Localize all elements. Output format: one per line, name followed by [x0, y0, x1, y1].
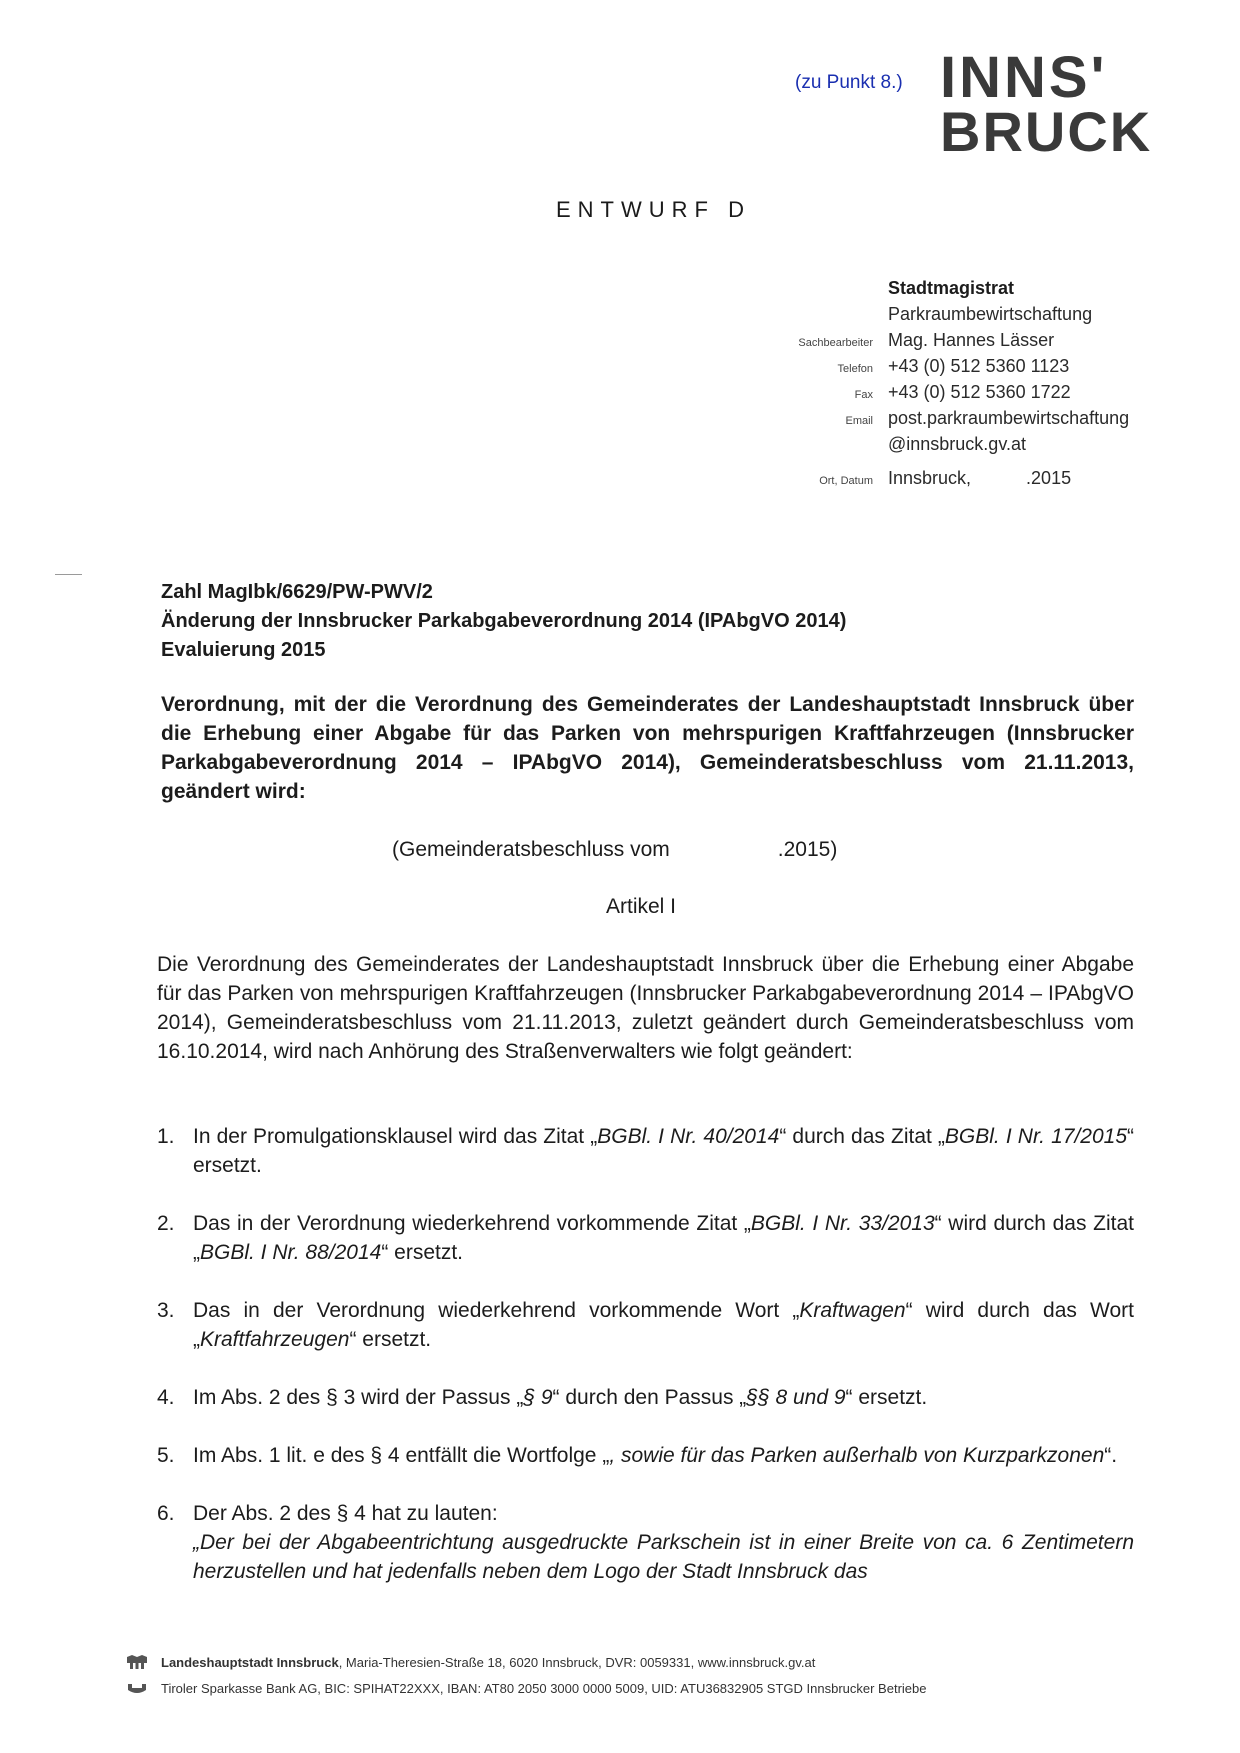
citation-text: BGBl. I Nr. 88/2014: [200, 1241, 382, 1264]
meta-row-place-date: [700, 465, 1160, 491]
meta-row-email: [700, 405, 1160, 431]
amendment-text-part: “ durch das Zitat „: [779, 1125, 945, 1148]
resolution-prefix: (Gemeinderatsbeschluss vom: [392, 838, 670, 861]
footer-address: , Maria-Theresien-Straße 18, 6020 Innsbruck, DVR: 0059331, www.innsbruck.gv.at: [338, 1654, 816, 1670]
footer-row-bank: [125, 1678, 1165, 1698]
amendment-text-part: “ durch den Passus „: [552, 1386, 747, 1409]
meta-value: Innsbruck, .2015: [888, 468, 1072, 488]
file-number: Zahl MagIbk/6629/PW-PWV/2: [161, 581, 433, 603]
ordinance-title: Verordnung, mit der die Verordnung des Gemeinderates der Landeshauptstadt Innsbruck über die Erhebung einer Abgabe für das Parken von mehrspurigen Kraftfahrzeugen (Innsbrucker Parkabgabeverordnung 2014 – IPAbgVO 2014), Gemeinderatsbeschluss vom 21.11.2013, geändert wird:: [161, 693, 1134, 803]
subject-line: Änderung der Innsbrucker Parkabgabeverordnung 2014 (IPAbgVO 2014): [161, 610, 847, 632]
bank-emblem-icon: [125, 1680, 149, 1696]
meta-label: Email: [845, 415, 873, 427]
draft-label: ENTWURF D: [556, 197, 751, 222]
amendment-item: [157, 1296, 1134, 1354]
citation-text: BGBl. I Nr. 17/2015: [944, 1125, 1128, 1148]
amendment-number: 3.: [157, 1299, 175, 1322]
amendment-item: [157, 1122, 1134, 1180]
amendment-text-part: Im Abs. 2 des § 3 wird der Passus „: [193, 1386, 524, 1409]
amendment-text: [193, 1383, 1134, 1412]
logo-line-1: INNS': [940, 45, 1108, 110]
amendment-text: [193, 1122, 1134, 1180]
meta-label: Fax: [854, 389, 873, 401]
resolution-line: [392, 838, 837, 862]
amendment-text-part: Im Abs. 1 lit. e des § 4 entfällt die Wortfolge „: [193, 1444, 610, 1467]
amendment-number: 5.: [157, 1444, 175, 1467]
amendment-number: 1.: [157, 1125, 175, 1148]
fold-mark: [55, 574, 82, 575]
amendment-number: 2.: [157, 1212, 175, 1235]
amendment-text-part: “ wird durch das Zitat „: [193, 1212, 1134, 1264]
amendment-item: [157, 1499, 1134, 1586]
citation-text: § 9: [523, 1386, 553, 1409]
amendment-text: [193, 1499, 1134, 1586]
intro-paragraph: Die Verordnung des Gemeinderates der Landeshauptstadt Innsbruck über die Erhebung einer Abgabe für das Parken von mehrspurigen Kraftfahrzeugen (Innsbrucker Parkabgabeverordnung 2014 – IPAbgVO 2014), Gemeinderatsbeschluss vom 21.11.2013, zuletzt geändert durch Gemeinderatsbeschluss vom 16.10.2014, wird nach Anhörung des Straßenverwalters wie folgt geändert:: [157, 953, 1134, 1063]
citation-text: §§ 8 und 9: [746, 1386, 846, 1409]
footer-org: Landeshauptstadt Innsbruck: [161, 1654, 339, 1670]
sender-info: [700, 275, 1160, 491]
amendment-text-part: “ ersetzt.: [193, 1125, 1135, 1177]
citation-text: Kraftwagen: [799, 1299, 906, 1322]
amendment-text-part: Der Abs. 2 des § 4 hat zu lauten:: [193, 1502, 498, 1525]
amendment-number: 4.: [157, 1386, 175, 1409]
amendment-text-part: “.: [1104, 1444, 1118, 1467]
citation-text: „Der bei der Abgabeentrichtung ausgedruckte Parkschein ist in einer Breite von ca. 6 Zentimetern herzustellen und hat jedenfalls neben dem Logo der Stadt Innsbruck das: [193, 1531, 1134, 1583]
meta-label: Sachbearbeiter: [798, 337, 873, 349]
meta-value: +43 (0) 512 5360 1722: [888, 382, 1071, 402]
meta-row-email-cont: [700, 431, 1160, 457]
amendment-item: [157, 1383, 1134, 1412]
article-heading: Artikel I: [606, 895, 677, 918]
meta-row-clerk: [700, 327, 1160, 353]
amendment-text-part: “ ersetzt.: [381, 1241, 463, 1264]
meta-value: post.parkraumbewirtschaftung: [888, 408, 1130, 428]
sender-org: Stadtmagistrat: [888, 278, 1015, 298]
amendment-text-part: In der Promulgationsklausel wird das Zitat „: [193, 1125, 598, 1148]
meta-value: @innsbruck.gv.at: [888, 434, 1026, 454]
footer-bank: Tiroler Sparkasse Bank AG, BIC: SPIHAT22XXX, IBAN: AT80 2050 3000 0000 5009, UID: ATU36832905 STGD Innsbrucker Betriebe: [161, 1680, 927, 1696]
sender-department-row: [700, 301, 1160, 327]
meta-label: Telefon: [837, 363, 873, 375]
subject-sub: Evaluierung 2015: [161, 639, 326, 661]
amendment-item: [157, 1209, 1134, 1267]
resolution-date: .2015): [777, 838, 838, 861]
amendment-text: [193, 1441, 1134, 1470]
amendment-text-part: Das in der Verordnung wiederkehrend vorkommende Wort „: [193, 1299, 800, 1322]
meta-label: Ort, Datum: [819, 475, 873, 487]
amendment-text: [193, 1209, 1134, 1267]
logo-line-2: BRUCK: [940, 100, 1153, 164]
reference-note: (zu Punkt 8.): [795, 72, 903, 93]
amendment-list: [157, 1122, 1134, 1615]
amendment-text-part: “ ersetzt.: [845, 1386, 928, 1409]
meta-row-fax: [700, 379, 1160, 405]
citation-text: BGBl. I Nr. 40/2014: [597, 1125, 780, 1148]
citation-text: Kraftfahrzeugen: [200, 1328, 350, 1351]
meta-row-phone: [700, 353, 1160, 379]
amendment-number: 6.: [157, 1502, 175, 1525]
sender-department: Parkraumbewirtschaftung: [888, 304, 1093, 324]
citation-text: BGBl. I Nr. 33/2013: [750, 1212, 935, 1235]
footer: [125, 1652, 1165, 1704]
meta-value: Mag. Hannes Lässer: [888, 330, 1055, 350]
footer-row-address: [125, 1652, 1165, 1672]
citation-text: , sowie für das Parken außerhalb von Kurzparkzonen: [609, 1444, 1105, 1467]
amendment-text-part: Das in der Verordnung wiederkehrend vorkommende Zitat „: [193, 1212, 751, 1235]
subject-block: [161, 578, 846, 665]
meta-value: +43 (0) 512 5360 1123: [888, 356, 1070, 376]
amendment-item: [157, 1441, 1134, 1470]
amendment-text: [193, 1296, 1134, 1354]
city-emblem-icon: [125, 1654, 149, 1670]
amendment-text-part: “ wird durch das Wort „: [193, 1299, 1135, 1351]
amendment-text-part: “ ersetzt.: [349, 1328, 432, 1351]
city-logo: [940, 45, 1180, 164]
